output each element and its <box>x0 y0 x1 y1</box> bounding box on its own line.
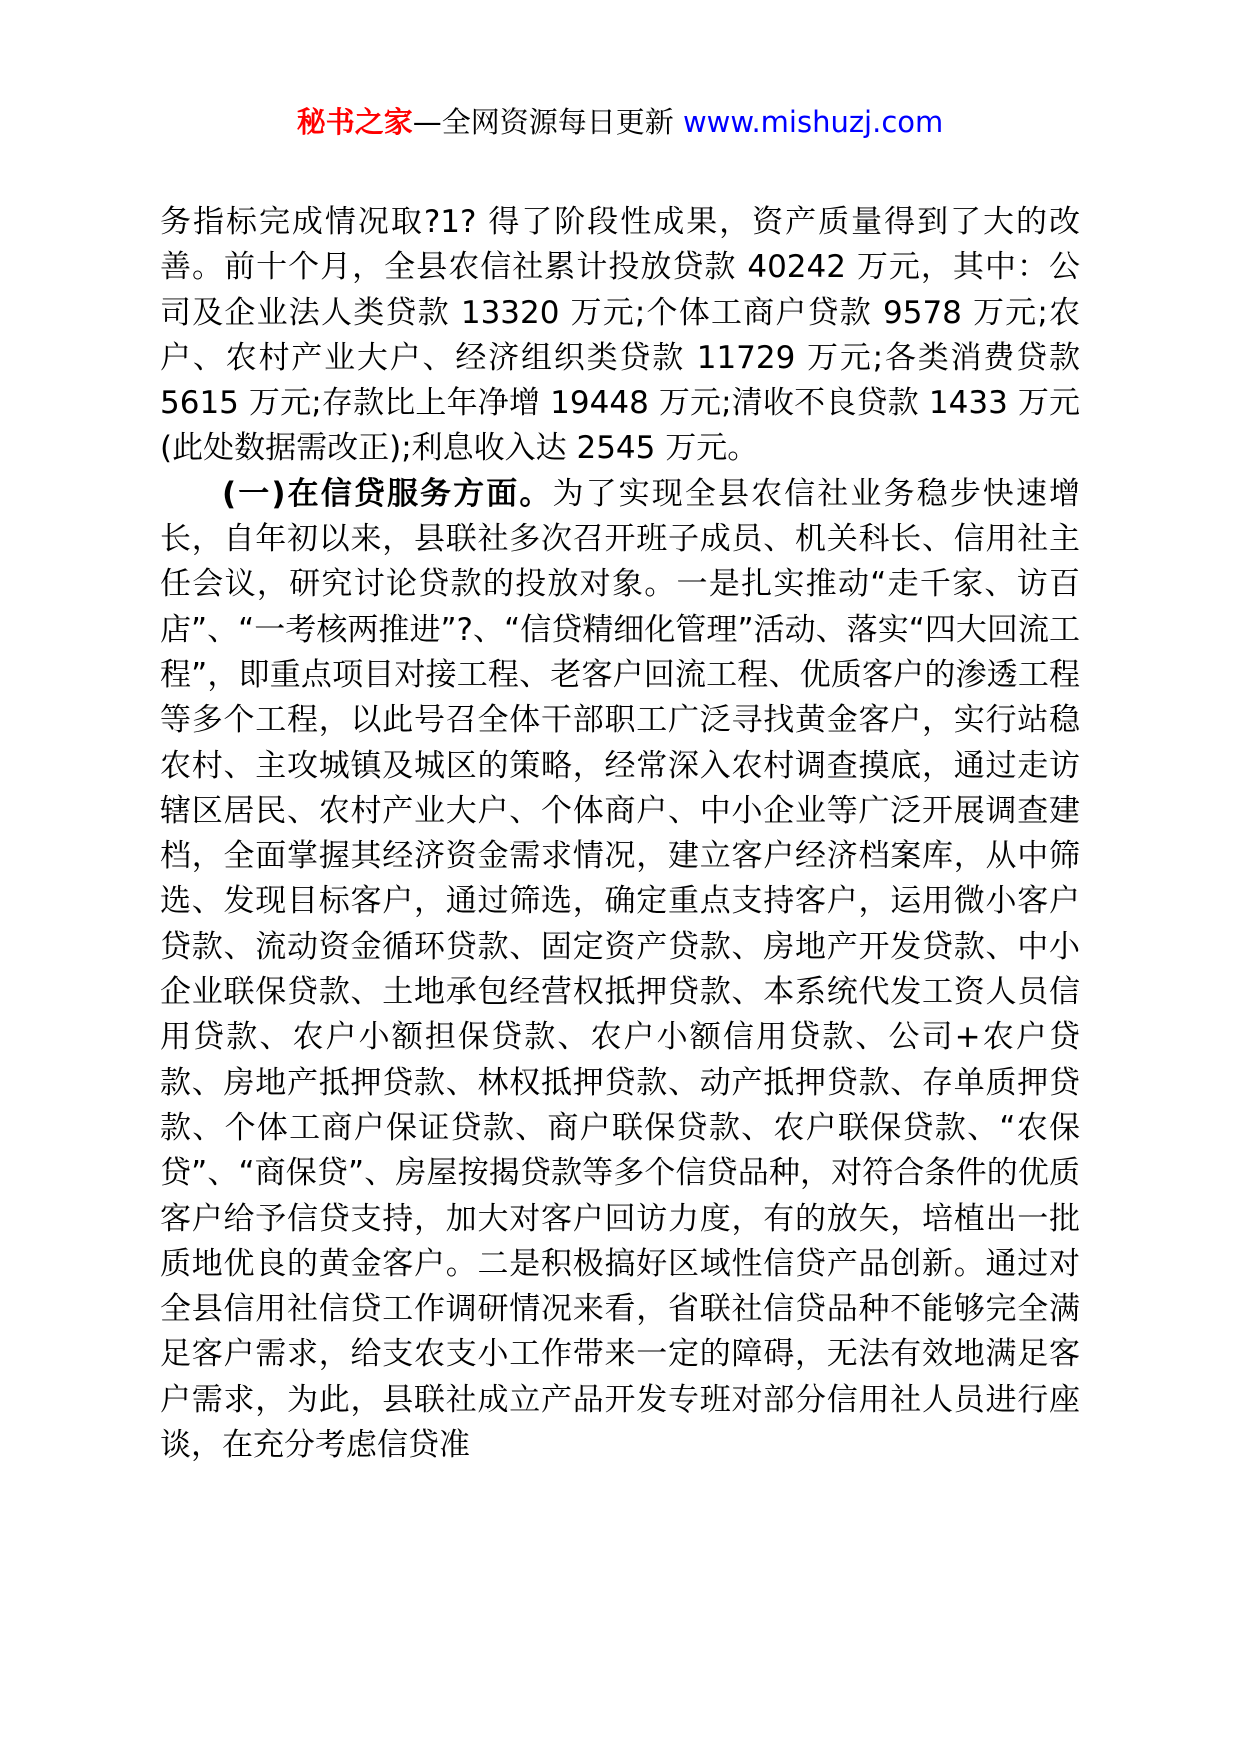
paragraph-credit-service-text: 为了实现全县农信社业务稳步快速增长，自年初以来，县联社多次召开班子成员、机关科长、信用社主任会议，研究讨论贷款的投放对象。一是扎实推动“走千家、访百店”、“一考核两推进”?、“信贷精细化管理”活动、落实“四大回流工程”，即重点项目对接工程、老客户回流工程、优质客户的渗透工程等多个工程，以此号召全体干部职工广泛寻找黄金客户，实行站稳农村、主攻城镇及城区的策略，经常深入农村调查摸底，通过走访辖区居民、农村产业大户、个体商户、中小企业等广泛开展调查建档，全面掌握其经济资金需求情况，建立客户经济档案库，从中筛选、发现目标客户，通过筛选，确定重点支持客户，运用微小客户贷款、流动资金循环贷款、固定资产贷款、房地产开发贷款、中小企业联保贷款、土地承包经营权抵押贷款、本系统代发工资人员信用贷款、农户小额担保贷款、农户小额信用贷款、公司+农户贷款、房地产抵押贷款、林权抵押贷款、动产抵押贷款、存单质押贷款、个体工商户保证贷款、商户联保贷款、农户联保贷款、“农保贷”、“商保贷”、房屋按揭贷款等多个信贷品种，对符合条件的优质客户给予信贷支持，加大对客户回访力度，有的放矢，培植出一批质地优良的黄金客户。二是积极搞好区域性信贷产品创新。通过对全县信用社信贷工作调研情况来看，省联社信贷品种不能够完全满足客户需求，给支农支小工作带来一定的障碍，无法有效地满足客户需求，为此，县联社成立产品开发专班对部分信用社人员进行座谈，在充分考虑信贷准 <box>160 475 1080 1464</box>
site-header <box>0 100 1240 144</box>
section-heading-credit-service: (一)在信贷服务方面。 <box>222 475 553 512</box>
paragraph-credit-service <box>160 472 1080 1469</box>
document-body <box>160 200 1080 1468</box>
site-url[interactable]: www.mishuzj.com <box>682 105 944 139</box>
paragraph-performance-summary: 务指标完成情况取?1? 得了阶段性成果，资产质量得到了大的改善。前十个月，全县农信社累计投放贷款 40242 万元，其中：公司及企业法人类贷款 13320 万元;个体工商户贷款 9578 万元;农户、农村产业大户、经济组织类贷款 11729 万元;各类消费贷款 5615 万元;存款比上年净增 19448 万元;清收不良贷款 1433 万元(此处数据需改正);利息收入达 2545 万元。 <box>160 204 1080 467</box>
site-brand: 秘书之家 <box>296 105 413 139</box>
site-slogan: —全网资源每日更新 <box>412 105 683 139</box>
